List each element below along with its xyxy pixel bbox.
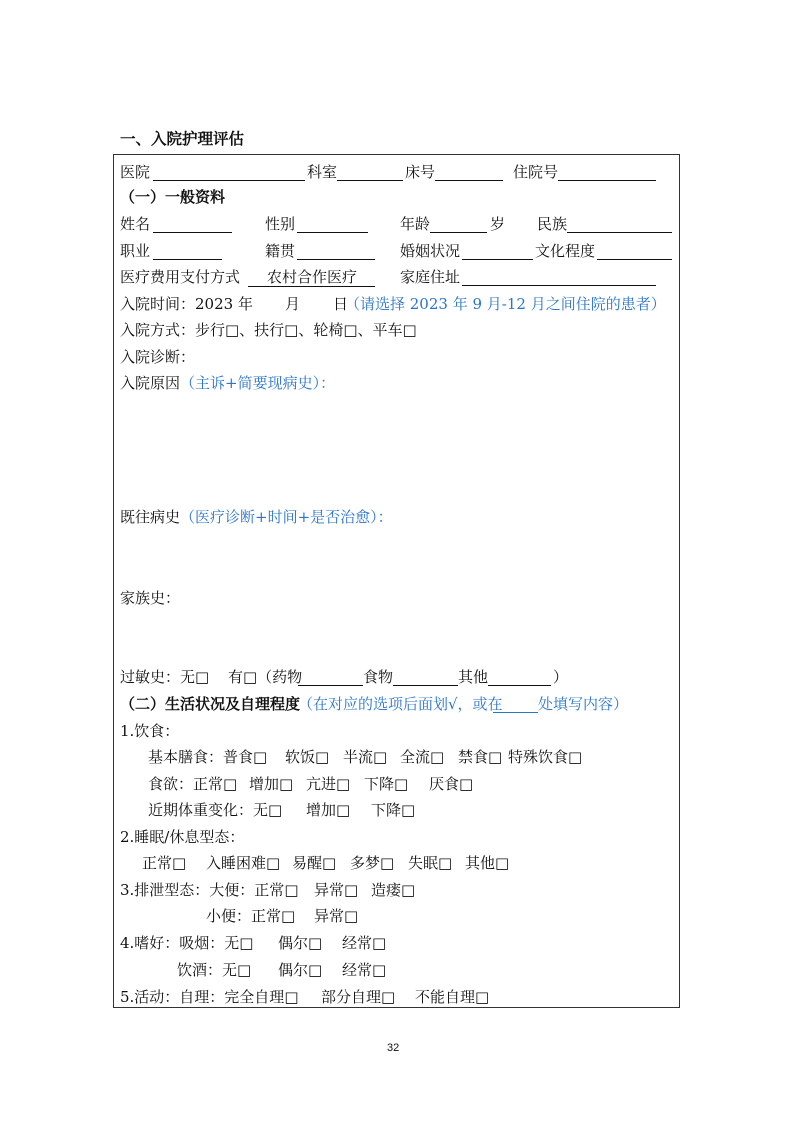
appetite-option[interactable]: 增加□ <box>249 775 294 793</box>
appetite-option[interactable]: 厌食□ <box>429 775 474 793</box>
age-label: 年龄 <box>400 215 431 233</box>
sleep-option[interactable]: 多梦□ <box>350 854 395 872</box>
admit-mode[interactable]: 入院方式：步行□、扶行□、轮椅□、平车□ <box>120 321 417 339</box>
weight-option[interactable]: 近期体重变化：无□ <box>148 801 283 819</box>
sleep-option[interactable]: 正常□ <box>142 854 187 872</box>
drinking-option[interactable]: 饮酒：无□ <box>177 961 252 979</box>
basic-diet-option[interactable]: 禁食□ <box>458 748 503 766</box>
activity-option[interactable]: 部分自理□ <box>321 988 396 1006</box>
gender-label: 性别 <box>265 215 296 233</box>
admit-time-label: 入院时间：2023 年 <box>120 295 253 313</box>
allergy-yes[interactable]: 有□（药物 <box>228 668 303 686</box>
admit-month: 月 <box>285 295 301 313</box>
general-heading: （一）一般资料 <box>120 188 226 206</box>
living-note: （在对应的选项后面划√，或在 <box>298 695 503 713</box>
age-field[interactable] <box>430 232 487 233</box>
appetite-option[interactable]: 食欲：正常□ <box>148 775 238 793</box>
drinking-option[interactable]: 偶尔□ <box>278 961 323 979</box>
basic-diet-option[interactable]: 特殊饮食□ <box>508 748 583 766</box>
past-history-note: （医疗诊断+时间+是否治愈）： <box>180 508 393 526</box>
sleep-option[interactable]: 其他□ <box>465 854 510 872</box>
allergy-food-field[interactable] <box>393 685 458 686</box>
past-history-label <box>120 508 393 526</box>
sleep-option[interactable]: 易醒□ <box>292 854 337 872</box>
occupation-field[interactable] <box>153 259 222 260</box>
stool-option[interactable]: 异常□ <box>314 881 359 899</box>
smoking-option[interactable]: 偶尔□ <box>278 934 323 952</box>
native-place-field[interactable] <box>297 259 375 260</box>
appetite-option[interactable]: 下降□ <box>364 775 409 793</box>
past-history-text: 既往病史 <box>120 508 181 526</box>
payment-label: 医疗费用支付方式 <box>120 268 241 286</box>
sleep-option[interactable]: 入睡困难□ <box>206 854 281 872</box>
education-label: 文化程度 <box>535 242 596 260</box>
education-field[interactable] <box>597 259 672 260</box>
marital-field[interactable] <box>462 259 533 260</box>
payment-value[interactable]: 农村合作医疗 <box>248 268 375 287</box>
bed-label: 床号 <box>405 163 436 181</box>
hospital-label: 医院 <box>120 163 151 181</box>
allergy-drug-field[interactable] <box>298 685 363 686</box>
urine-option[interactable]: 小便：正常□ <box>206 907 296 925</box>
appetite-option[interactable]: 亢进□ <box>306 775 351 793</box>
basic-diet-option[interactable]: 半流□ <box>343 748 388 766</box>
gender-field[interactable] <box>297 232 368 233</box>
admit-time-note: （请选择 2023 年 9 月-12 月之间住院的患者） <box>345 295 666 313</box>
allergy-other-field[interactable] <box>488 685 551 686</box>
diet-label: 1.饮食： <box>120 722 180 740</box>
living-note-blank <box>493 712 538 713</box>
ethnicity-label: 民族 <box>537 215 568 233</box>
ethnicity-field[interactable] <box>567 232 672 233</box>
activity-option[interactable]: 不能自理□ <box>415 988 490 1006</box>
basic-diet-option[interactable]: 全流□ <box>400 748 445 766</box>
weight-option[interactable]: 下降□ <box>371 801 416 819</box>
native-place-label: 籍贯 <box>265 242 296 260</box>
page-number: 32 <box>387 1042 400 1054</box>
sleep-label: 2.睡眠/休息型态： <box>120 828 245 846</box>
name-label: 姓名 <box>120 215 151 233</box>
allergy-none[interactable]: 过敏史：无□ <box>120 668 210 686</box>
reason-label <box>120 374 335 392</box>
urine-option[interactable]: 异常□ <box>314 907 359 925</box>
living-heading: （二）生活状况及自理程度 <box>120 695 301 713</box>
allergy-close: ） <box>553 668 569 686</box>
basic-diet-option[interactable]: 基本膳食：普食□ <box>148 748 268 766</box>
stool-option[interactable]: 3.排泄型态：大便：正常□ <box>120 881 299 899</box>
occupation-label: 职业 <box>120 242 151 260</box>
admission-no-field[interactable] <box>558 180 656 181</box>
basic-diet-option[interactable]: 软饭□ <box>285 748 330 766</box>
reason-note: （主诉+简要现病史）： <box>180 374 336 392</box>
admit-day: 日 <box>333 295 349 313</box>
stool-option[interactable]: 造瘘□ <box>371 881 416 899</box>
family-history-label: 家族史： <box>120 589 181 607</box>
marital-label: 婚姻状况 <box>400 242 461 260</box>
age-unit: 岁 <box>490 215 506 233</box>
department-field[interactable] <box>337 180 403 181</box>
address-label: 家庭住址 <box>400 268 461 286</box>
allergy-food-label: 食物 <box>363 668 394 686</box>
sleep-option[interactable]: 失眠□ <box>408 854 453 872</box>
name-field[interactable] <box>153 232 232 233</box>
department-label: 科室 <box>307 163 338 181</box>
hospital-field[interactable] <box>153 180 305 181</box>
section-title: 一、入院护理评估 <box>120 129 245 148</box>
diagnosis-label: 入院诊断： <box>120 348 196 366</box>
smoking-option[interactable]: 4.嗜好：吸烟：无□ <box>120 934 254 952</box>
address-field[interactable] <box>462 285 656 286</box>
drinking-option[interactable]: 经常□ <box>342 961 387 979</box>
bed-field[interactable] <box>435 180 503 181</box>
living-note-end: 处填写内容） <box>538 695 629 713</box>
weight-option[interactable]: 增加□ <box>306 801 351 819</box>
reason-text: 入院原因 <box>120 374 181 392</box>
activity-option[interactable]: 5.活动：自理：完全自理□ <box>120 988 299 1006</box>
allergy-other-label: 其他 <box>458 668 489 686</box>
admission-no-label: 住院号 <box>513 163 559 181</box>
smoking-option[interactable]: 经常□ <box>342 934 387 952</box>
